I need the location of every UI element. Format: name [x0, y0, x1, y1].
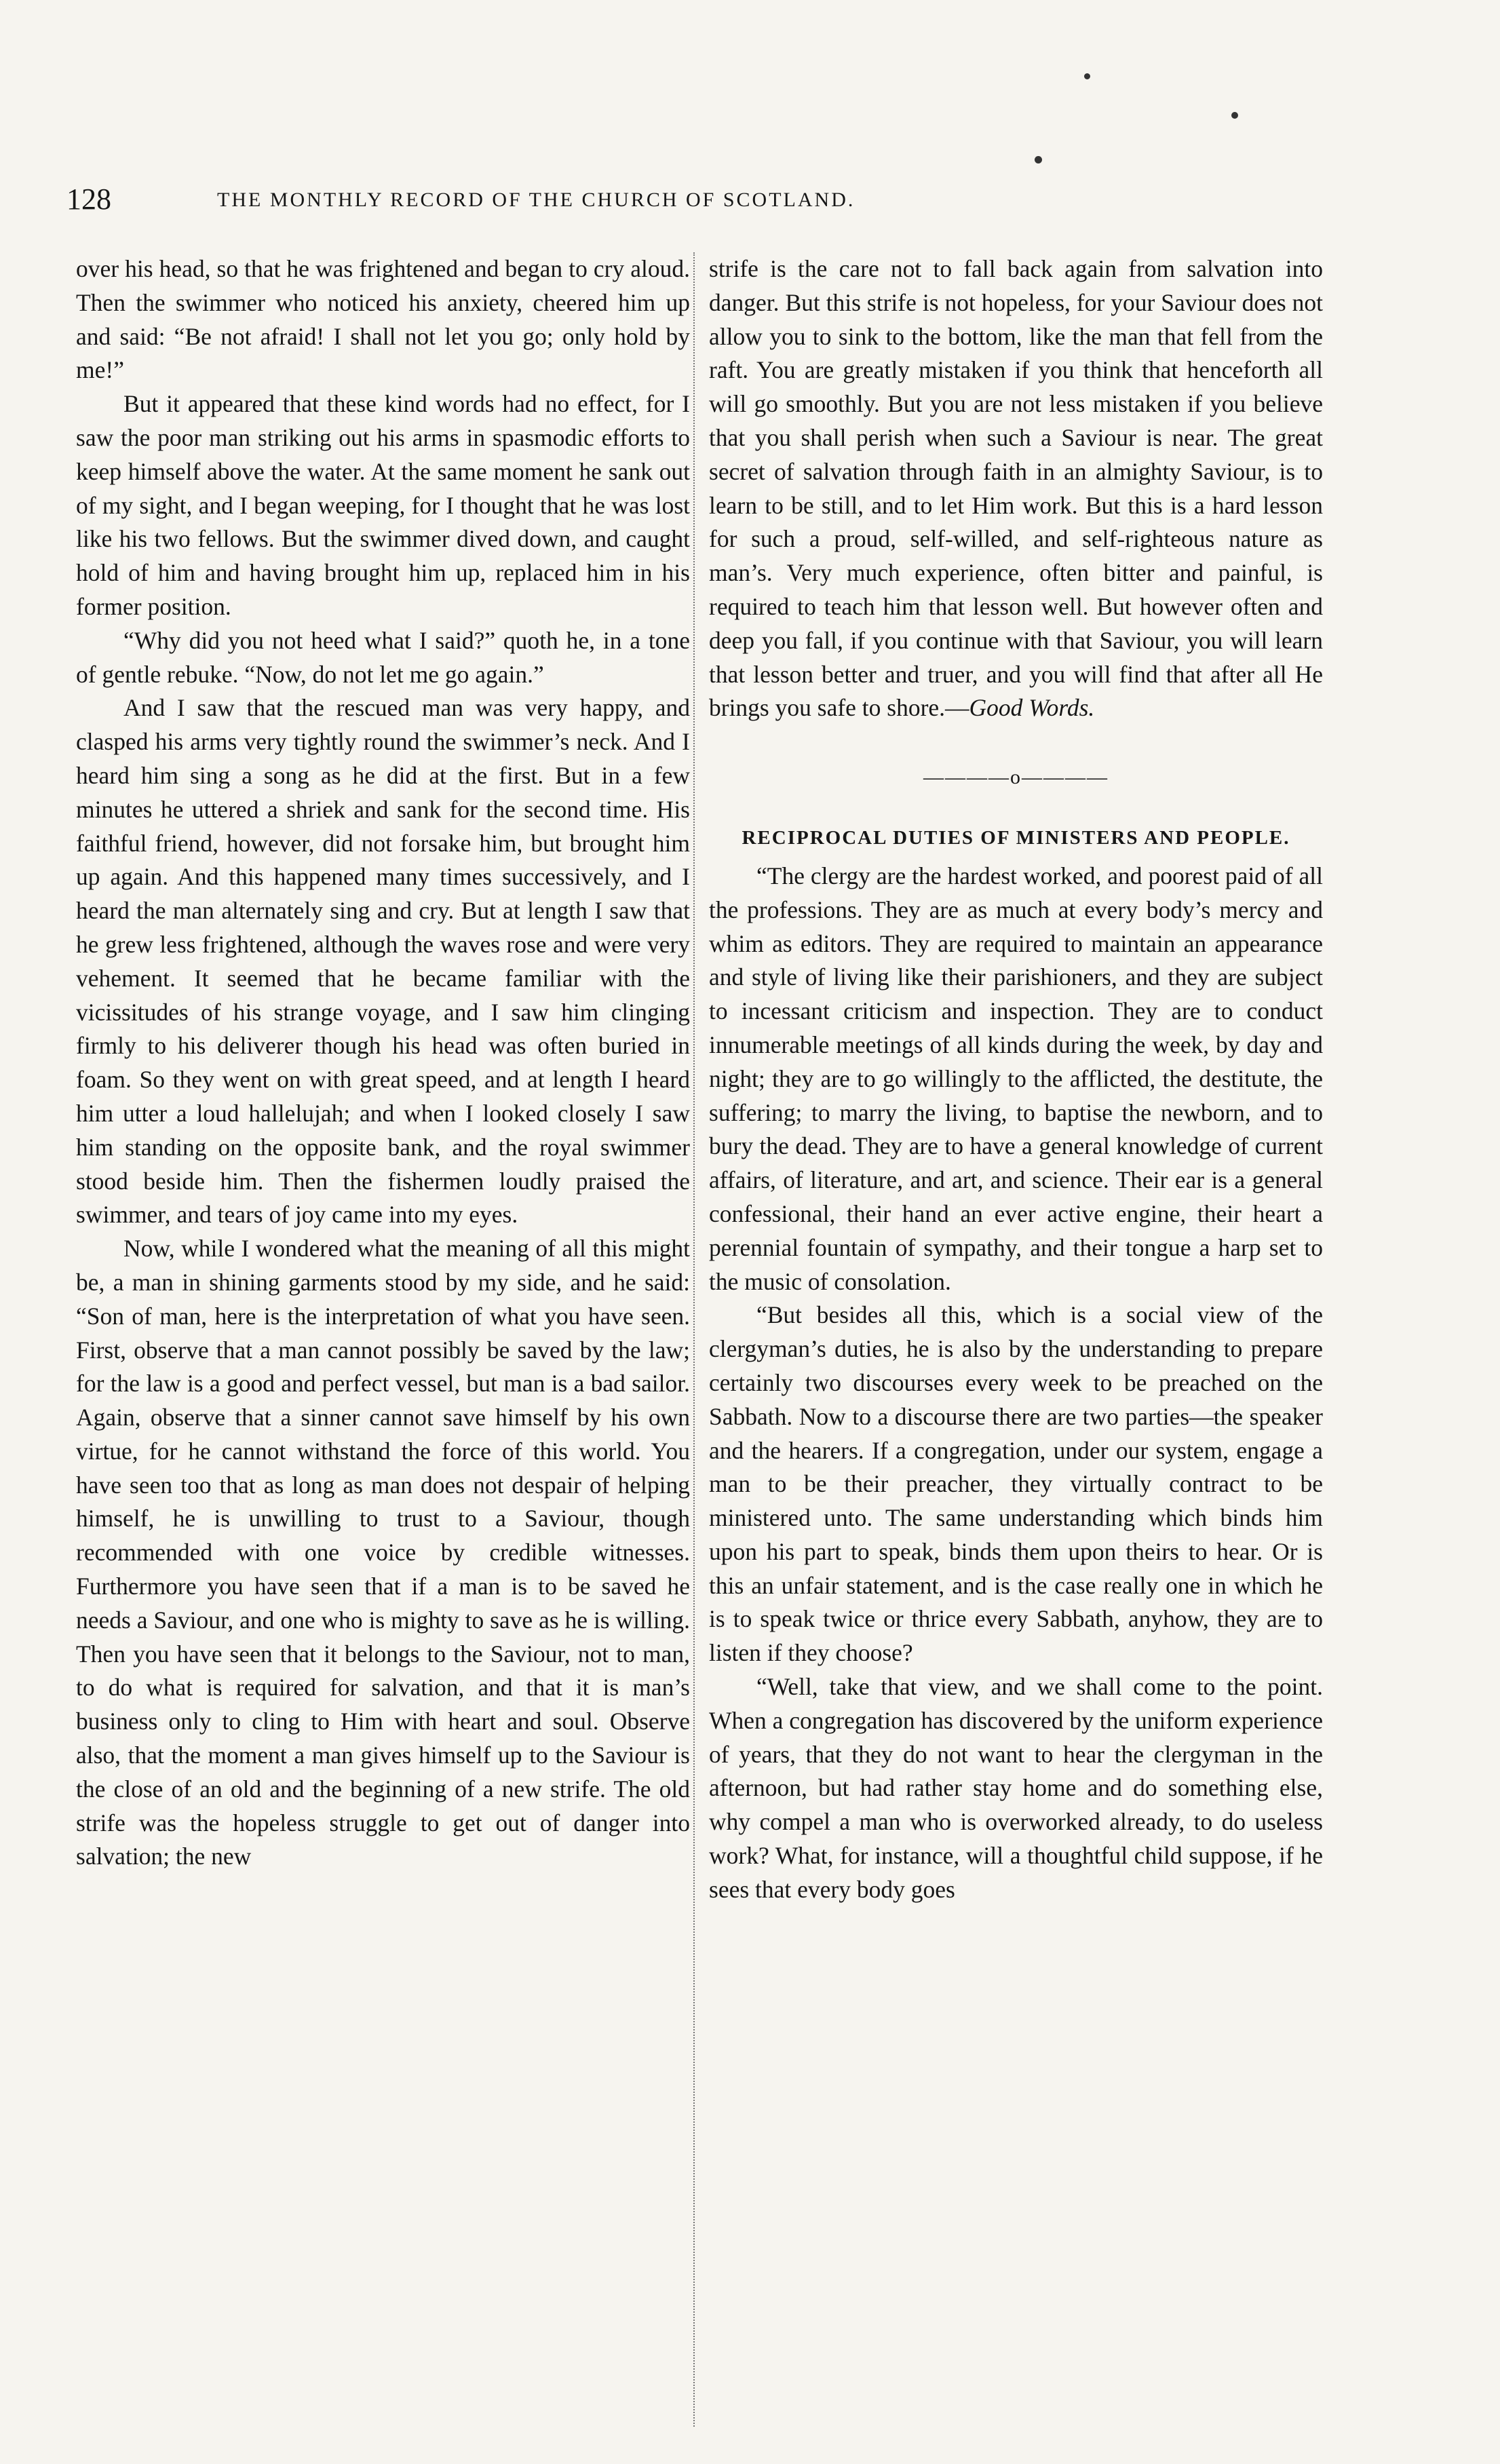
left-column: [76, 252, 690, 1874]
section-title: RECIPROCAL DUTIES OF MINISTERS AND PEOPLE.: [742, 826, 1290, 849]
column-divider: [693, 252, 695, 2427]
print-speck: [1035, 156, 1042, 163]
running-title: THE MONTHLY RECORD OF THE CHURCH OF SCOTLAND.: [217, 189, 855, 211]
section-separator: ————o————: [923, 766, 1109, 789]
paragraph: And I saw that the rescued man was very happy, and clasped his arms very tightly round the swimmer’s neck. And I heard him sing a song as he did at the first. But in a few minutes he uttered a shriek and sank for the second time. His faithful friend, however, did not forsake him, but brought him up again. And this happened many times successively, and I heard the man alternately sing and cry. But at length I saw that he grew less frightened, although the waves rose and were very vehement. It seemed that he became familiar with the vicissitudes of his strange voyage, and I saw him clinging firmly to his deliverer though his head was often buried in foam. So they went on with great speed, and at length I heard him utter a loud hallelujah; and when I looked closely I saw him standing on the opposite bank, and the royal swimmer stood beside him. Then the fishermen loudly praised the swimmer, and tears of joy came into my eyes.: [76, 694, 690, 1229]
print-speck: [1084, 73, 1090, 79]
print-speck: [1231, 112, 1238, 119]
paragraph: [709, 252, 1323, 725]
right-column: [709, 252, 1323, 1907]
paragraph-text: strife is the care not to fall back again from salvation into danger. But this strife is not hopeless, for your Saviour does not allow you to sink to the bottom, like the man that fell from the raft. You are greatly mistaken if you think that henceforth all will go smoothly. But you are not less mistaken if you believe that you shall perish when such a Saviour is near. The great secret of salvation through faith in an almighty Saviour, is to learn to be still, and to let Him work. But this is a hard lesson for such a proud, self-willed, and self-righteous nature as man’s. Very much experience, often bitter and painful, is required to teach him that lesson well. But however often and deep you fall, if you continue with that Saviour, you will learn that lesson better and truer, and you will find that after all He brings you safe to shore.—: [709, 255, 1323, 722]
page-number: 128: [66, 182, 111, 216]
paragraph: “The clergy are the hardest worked, and poorest paid of all the professions. They are as much at every body’s mercy and whim as editors. They are required to maintain an appearance and style of living like their parishioners, and they are subject to incessant criticism and inspection. They are to conduct innumerable meetings of all kinds during the week, by day and night; they are to go willingly to the afflicted, the destitute, the suffering; to marry the living, to baptise the newborn, and to bury the dead. They are to have a general knowledge of current affairs, of literature, and art, and science. Their ear is a general confessional, their hand an ever active engine, their heart a perennial fountain of sympathy, and their tongue a harp set to the music of consolation.: [709, 862, 1323, 1295]
paragraph: But it appeared that these kind words had no effect, for I saw the poor man striking out his arms in spasmodic efforts to keep himself above the water. At the same moment he sank out of my sight, and I began weeping, for I thought that he was lost like his two fellows. But the swimmer dived down, and caught hold of him and having brought him up, replaced him in his former position.: [76, 390, 690, 620]
paragraph: over his head, so that he was frightened and began to cry aloud. Then the swimmer who noticed his anxiety, cheered him up and said: “Be not afraid! I shall not let you go; only hold by me!”: [76, 255, 690, 384]
paragraph: “Why did you not heed what I said?” quoth he, in a tone of gentle rebuke. “Now, do not let me go again.”: [76, 626, 690, 688]
paragraph: “But besides all this, which is a social view of the clergyman’s duties, he is also by the understanding to prepare certainly two discourses every week to be preached on the Sabbath. Now to a discourse there are two parties—the speaker and the hearers. If a congregation, under our system, engage a man to be their preacher, they virtually contract to be ministered unto. The same understanding which binds him upon his part to speak, binds them upon theirs to hear. Or is this an unfair statement, and is the case really one in which he is to speak twice or thrice every Sabbath, anyhow, they are to listen if they choose?: [709, 1301, 1323, 1667]
paragraph: Now, while I wondered what the meaning of all this might be, a man in shining garments stood by my side, and he said: “Son of man, here is the interpretation of what you have seen. First, observe that a man cannot possibly be saved by the law; for the law is a good and perfect vessel, but man is a bad sailor. Again, observe that a sinner cannot save himself by his own virtue, for he cannot withstand the force of this world. You have seen too that as long as man does not despair of helping himself, he is unwilling to trust to a Saviour, though recommended with one voice by credible witnesses. Furthermore you have seen that if a man is to be saved he needs a Saviour, and one who is mighty to save as he is willing. Then you have seen that it belongs to the Saviour, not to man, to do what is required for salvation, and that it is man’s business only to cling to Him with heart and soul. Observe also, that the moment a man gives himself up to the Saviour is the close of an old and the beginning of a new strife. The old strife was the hopeless struggle to get out of danger into salvation; the new: [76, 1235, 690, 1870]
paragraph: “Well, take that view, and we shall come to the point. When a congregation has discovered by the uniform experience of years, that they do not want to hear the clergyman in the afternoon, but had rather stay home and do something else, why compel a man who is overworked already, to do useless work? What, for instance, will a thoughtful child suppose, if he sees that every body goes: [709, 1673, 1323, 1903]
source-attribution: Good Words.: [969, 694, 1095, 722]
